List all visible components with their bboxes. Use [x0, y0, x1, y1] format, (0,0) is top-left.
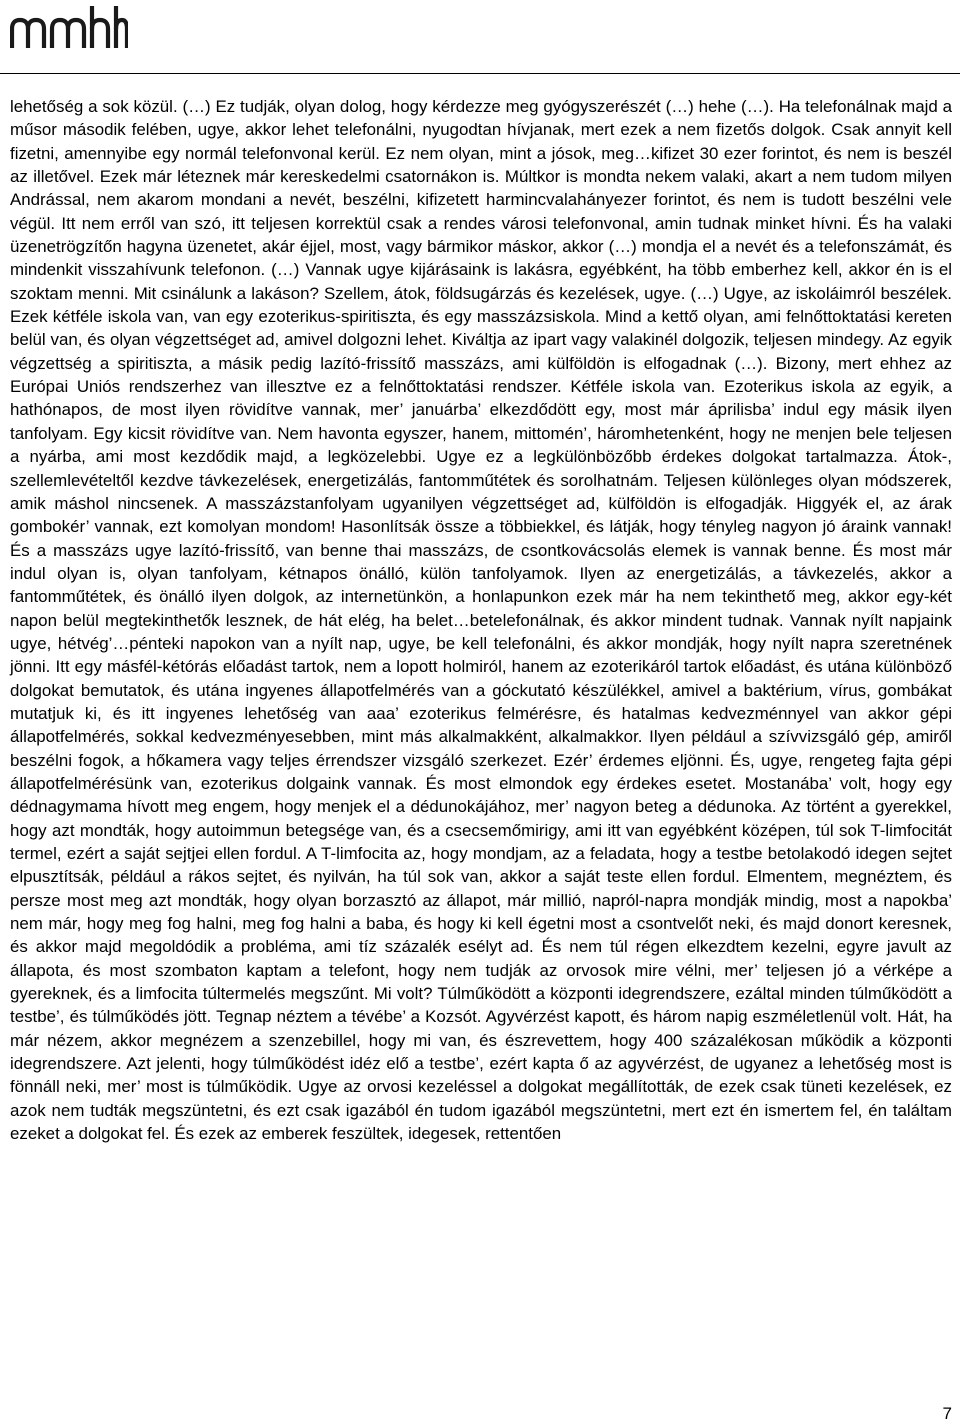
header-divider — [0, 73, 960, 74]
body-paragraph: lehetőség a sok közül. (…) Ez tudják, olyan dolog, hogy kérdezze meg gyógyszerészét (…) hehe (…). Ha telefonálnak majd a műsor második felében, ugye, akkor lehet telefonálni, nyugodtan hívjanak, mert ezek a nem fizetős dolgok. Csak annyit kell fizetni, amennyibe egy normál telefonvonal kerül. Ez nem olyan, mint a jósok, meg…kifizet 30 ezer forintot, és nem is beszél az illetővel. Ezek már léteznek már kereskedelmi csatornákon is. Múltkor is mondta nekem valaki, akart a nem tudom milyen Andrással, nem akarom mondani a nevét, beszélni, kifizetett harmincvalahányezer forintot, és nem is tudott beszélni vele végül. Itt nem erről van szó, itt teljesen korrektül csak a rendes városi telefonvonal, amin tudnak minket hívni. És ha valaki üzenetrögzítőn hagyna üzenetet, akár éjjel, most, vagy bármikor máskor, akkor (…) mondja el a nevét és a telefonszámát, és mindenkit visszahívunk telefonon. (…) Vannak ugye kijárásaink is lakásra, egyébként, ha több emberhez kell, akkor én is el szoktam menni. Mit csinálunk a lakáson? Szellem, átok, földsugárzás és kezelések, ugye. (…) Ugye, az iskoláimról beszélek. Ezek kétféle iskola van, van egy ezoterikus-spiritiszta, és egy masszázsiskola. Mind a kettő olyan, ami felnőttoktatási kereten belül van, és olyan végzettséget ad, amivel dolgozni lehet. Kiváltja az ipart vagy valakinél dolgozik, teljesen mindegy. Az egyik végzettség a spiritiszta, a másik pedig lazító-frissítő masszázs, ami külföldön is elfogadnak (…). Bizony, mert ehhez az Európai Uniós rendszerhez van illesztve ez a felnőttoktatási rendszer. Kétféle iskola van. Ezoterikus iskola az egyik, a hathónapos, de most ilyen rövidítve vannak, mer’ januárba’ elkezdődött egy, most már áprilisba’ indul egy másik ilyen tanfolyam. Egy kicsit rövidítve van. Nem havonta egyszer, hanem, mittomén’, háromhetenként, hogy ne menjen bele teljesen a nyárba, ami most kezdődik majd, a legközelebbi. Ugye ez a legkülönbözőbb érdekes dolgokat tartalmazza. Átok-, szellemlevételtől kezdve távkezelések, energetizálás, fantomműtétek és sorolhatnám. Teljesen különleges olyan módszerek, amik máshol nincsenek. A masszázstanfolyam ugyanilyen végzettséget ad, külföldön is elfogadják. Higgyék el, az árak gombokér’ vannak, ezt komolyan mondom! Hasonlítsák össze a többiekkel, és látják, hogy tényleg nagyon jó áraink vannak! És a masszázs ugye lazító-frissítő, van benne thai masszázs, de csontkovácsolás elemek is vannak benne. És most már indul olyan is, olyan tanfolyam, kétnapos önálló, külön tanfolyamok. Ilyen az energetizálás, a távkezelés, akkor a fantomműtétek, és önálló ilyen dolgok, az internetünkön, a honlapunkon ezek már ha nem tekinthető meg, akkor egy-két napon belül megtekinthetők lesznek, de hát elég, ha belet…betelefonálnak, és akkor mindent tudnak. Vannak nyílt napjaink ugye, hétvég’…pénteki napokon van a nyílt nap, ugye, be kell telefonálni, és akkor mondják, hogy nyílt napra szeretnének jönni. Itt egy másfél-kétórás előadást tartok, nem a lopott holmiról, hanem az ezoterikáról tartok előadást, és utána különböző dolgokat bemutatok, és utána ingyenes állapotfelmérés van a góckutató készülékkel, amivel a baktérium, vírus, gombákat mutatjuk ki, és itt ingyenes lehetőség van aaa’ ezoterikus felmérésre, és hatalmas kedvezménnyel van akkor gépi állapotfelmérés, sokkal kedvezményesebben, mint más alkalmakként, alkalmakkor. Ilyen például a szívvizsgáló gép, amiről beszélni fogok, a hőkamera vagy teljes érrendszer vizsgáló szerkezet. Ezér’ érdemes eljönni. És, ugye, rengeteg fajta gépi állapotfelmérésünk van, ezoterikus dolgaink vannak. És most elmondok egy érdekes esetet. Mostanába’ volt, hogy egy dédnagymama hívott meg engem, hogy menjek el a dédunokájához, mer’ nagyon beteg a dédunoka. Az történt a gyerekkel, hogy azt mondták, hogy autoimmun betegsége van, és a csecsemőmirigy, ami itt van egyébként középen, túl sok T-limfocitát termel, ezért a saját sejtjei ellen fordul. A T-limfocita az, hogy mondjam, az a feladata, hogy a testbe betolakodó idegen sejtet elpusztítsák, például a rákos sejtet, és nyilván, ha túl sok van, akkor a saját teste ellen fordul. Elmentem, megnéztem, és persze most meg azt mondták, hogy olyan borzasztó az állapot, már millió, napról-napra mondják mindig, most a napokba’ nem már, hogy meg fog halni, meg fog halni a baba, és hogy ki kell égetni most a csontvelőt neki, és majd donort keresnek, és akkor majd megoldódik a probléma, ami tíz százalék esélyt ad. És nem túl régen elkezdtem kezelni, egyre javult az állapota, és most szombaton kaptam a telefont, hogy nem tudják az orvosok mire vélni, mer’ teljesen jó a vérképe a gyereknek, és a limfocita túltermelés megszűnt. Mi volt? Túlműködött a központi idegrendszere, ezáltal minden túlműködött a testbe’, és túlműködés jött. Tegnap néztem a tévébe’ a Kozsót. Agyvérzést kapott, és három napig eszméletlenül volt. Hát, ha már nézem, akkor megnézem a szenzebillel, hogy mi van, és észrevettem, hogy 400 százalékosan működik a központi idegrendszere. Azt jelenti, hogy túlműködést idéz elő a testbe’, ezért kapta ő az agyvérzést, de ugyanez a lehetőség most is fönnáll neki, mer’ most is túlműködik. Ugye az orvosi kezeléssel a dolgokat megállították, de ezek csak tüneti kezelések, ez azok nem tudták megszüntetni, és ezt csak igazából én tudom igazából megszüntetni, mert ezt én ismertem fel, én találtam ezeket a dolgokat fel. És ezek az emberek feszültek, idegesek, rettentően — [10, 97, 952, 1144]
mmh-logo-icon — [10, 4, 128, 48]
page-number: 7 — [942, 1404, 952, 1423]
